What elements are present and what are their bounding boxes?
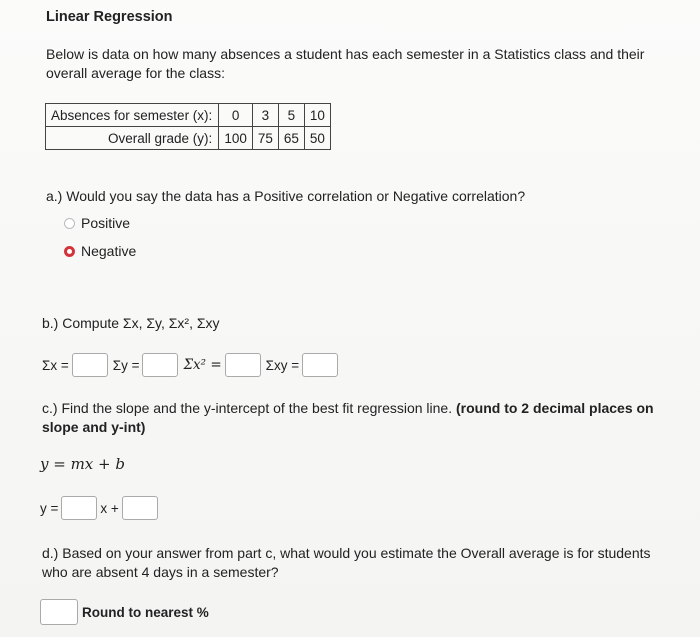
intercept-input[interactable]: [122, 496, 158, 520]
sums-answer-row: [42, 353, 338, 377]
option-label: Negative: [81, 243, 137, 259]
sum-y-input[interactable]: [142, 353, 178, 377]
regression-answer-row: [40, 496, 158, 520]
sum-x2-input[interactable]: [225, 353, 261, 377]
intro-text: Below is data on how many absences a student has each semester in a Statistics class and their overall average for the class:: [46, 46, 645, 81]
estimate-input[interactable]: [40, 599, 78, 625]
table-cell: 3: [252, 104, 278, 127]
sum-xy-input[interactable]: [302, 353, 338, 377]
sum-y-label: Σy =: [112, 357, 140, 373]
option-negative[interactable]: [64, 243, 136, 259]
row2-label: Overall grade (y):: [46, 127, 219, 150]
estimate-answer-row: [40, 599, 209, 625]
table-cell: 0: [219, 104, 253, 127]
table-cell: 50: [304, 127, 330, 150]
table-row: [46, 127, 331, 150]
radio-negative[interactable]: [64, 246, 75, 257]
page-title: Linear Regression: [46, 9, 173, 25]
x-plus-label: x +: [100, 500, 119, 516]
slope-input[interactable]: [61, 496, 97, 520]
part-c-question: [42, 399, 672, 437]
sum-xy-label: Σxy =: [265, 357, 300, 373]
option-label: Positive: [81, 215, 131, 231]
table-cell: 5: [278, 104, 304, 127]
part-a-question: a.) Would you say the data has a Positive correlation or Negative correlation?: [46, 188, 526, 204]
table-cell: 10: [304, 104, 330, 127]
sum-x-label: Σx =: [42, 357, 69, 373]
table-cell: 100: [219, 127, 253, 150]
sum-x-input[interactable]: [72, 353, 108, 377]
part-d-question: d.) Based on your answer from part c, what would you estimate the Overall average is for students who are absent 4 days in a semester?: [42, 545, 651, 580]
option-positive[interactable]: [64, 215, 130, 231]
row1-label: Absences for semester (x):: [46, 104, 219, 127]
part-c-rounding-note: (round to 2 decimal places on slope and y-int): [42, 400, 654, 435]
part-b-question: b.) Compute Σx, Σy, Σx², Σxy: [42, 315, 220, 331]
part-c-text: c.) Find the slope and the y-intercept of the best fit regression line.: [42, 400, 453, 416]
round-note: Round to nearest %: [82, 604, 209, 620]
sum-x2-label: Σx² =: [183, 357, 222, 373]
table-cell: 75: [252, 127, 278, 150]
y-label: y =: [40, 500, 59, 516]
table-cell: 65: [278, 127, 304, 150]
data-table: [45, 103, 331, 150]
table-row: [46, 104, 331, 127]
radio-positive[interactable]: [64, 218, 75, 229]
regression-equation: y = mx + b: [40, 455, 125, 473]
